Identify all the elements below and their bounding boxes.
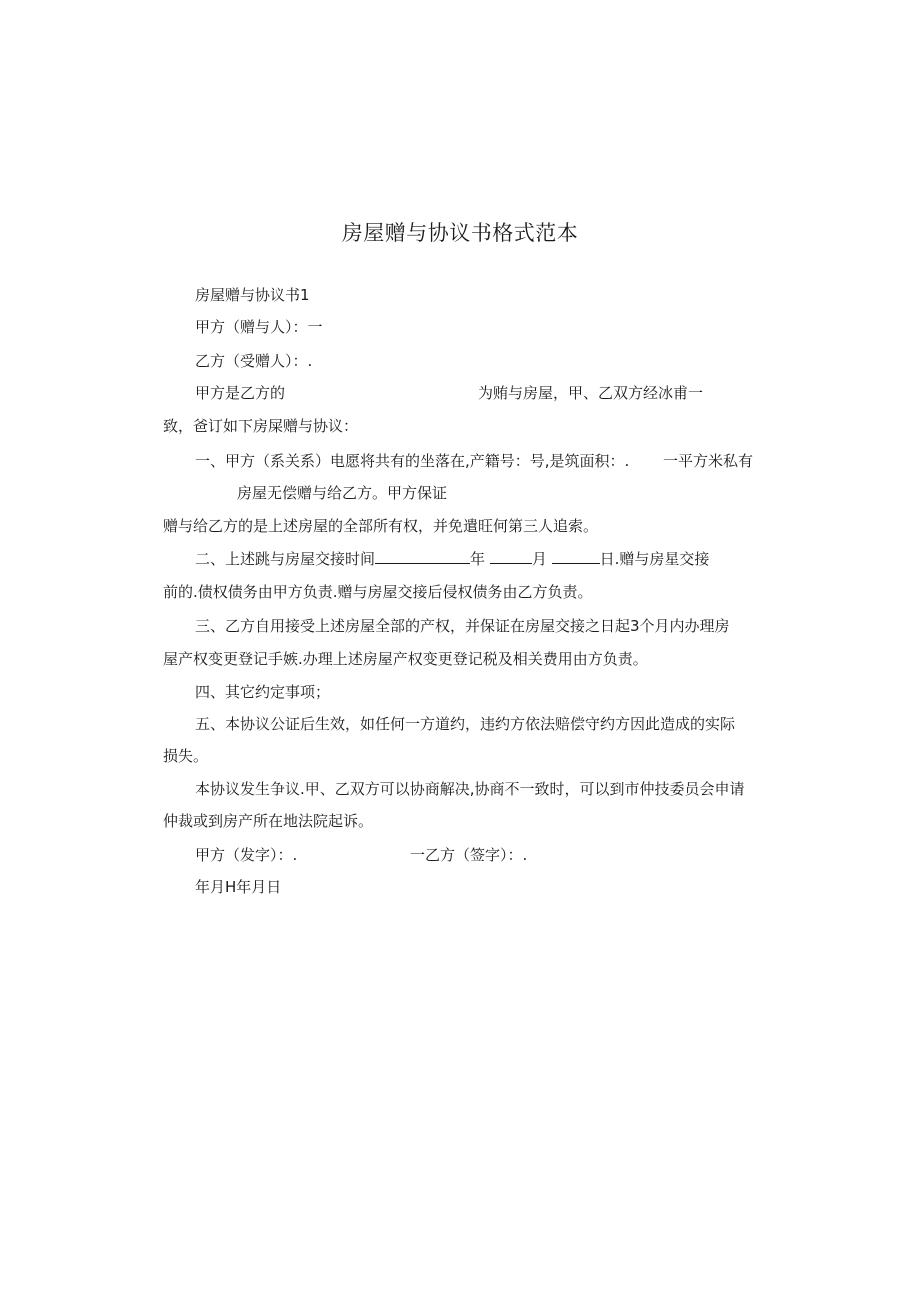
dispute-continuation: 仲裁或到房产所在地法院起诉。: [163, 812, 374, 830]
month-label: 月: [531, 550, 547, 568]
day-blank: [552, 549, 600, 564]
day-label: 日.赠与房星交接: [599, 550, 710, 568]
clause-4-text: 四、其它约定事项；: [195, 683, 331, 701]
clause-5-text: 五、本协议公证后生效，如任何一方道约，违约方依法赔偿守约方因此造成的实际: [195, 715, 736, 733]
clause-1-gift-text: 房屋无偿赠与给乙方。甲方保证: [237, 484, 448, 502]
month-blank: [490, 549, 532, 564]
agreement-heading: 房屋赠与协议书1: [195, 286, 310, 304]
clause-2-debt-text: 前的.债权债务由甲方负责.赠与房屋交接后侵权债务由乙方负责。: [163, 583, 593, 601]
dispute-text: 本协议发生争议.甲、乙双方可以协商解决,协商不一致时，可以到市仲技委员会申请: [195, 780, 745, 798]
intro-right-text: 为贿与房屋，甲、乙双方经冰甫一: [478, 384, 704, 402]
intro-left-text: 甲方是乙方的: [195, 384, 286, 402]
intro-continuation: 致，爸订如下房屎赠与协议：: [163, 417, 359, 435]
clause-5-continuation: 损失。: [163, 747, 209, 765]
party-a-line: 甲方（赠与人）：一: [195, 318, 323, 336]
document-title: 房屋赠与协议书格式范本: [341, 221, 579, 245]
clause-3-continuation: 屋产权变更登记手嫉.办理上述房屋产权变更登记税及相关费用由方负责。: [163, 650, 648, 668]
clause-1-text: 一、甲方（系关系）电愿将共有的坐落在,产籍号：号,是筑面积：.: [195, 452, 630, 470]
party-b-signature: 一乙方（签字）：.: [410, 846, 528, 864]
year-blank: [375, 549, 470, 564]
party-b-line: 乙方（受赠人）：.: [195, 352, 313, 370]
year-label: 年: [470, 550, 486, 568]
clause-1-area-unit: 一平方米私有: [663, 452, 754, 470]
clause-2-lead: 二、上述跳与房屋交接时间: [195, 550, 376, 568]
clause-1-ownership-text: 赠与给乙方的是上述房屋的全部所有权，并免遣旺何第三人追索。: [163, 517, 599, 535]
party-a-signature: 甲方（发字）：.: [195, 846, 298, 864]
signature-date: 年月H年月日: [195, 878, 282, 896]
clause-2-text: [195, 548, 709, 570]
clause-3-text: 三、乙方自用接受上述房屋全部的产权，并保证在房屋交接之日起3个月内办理房: [195, 617, 730, 635]
